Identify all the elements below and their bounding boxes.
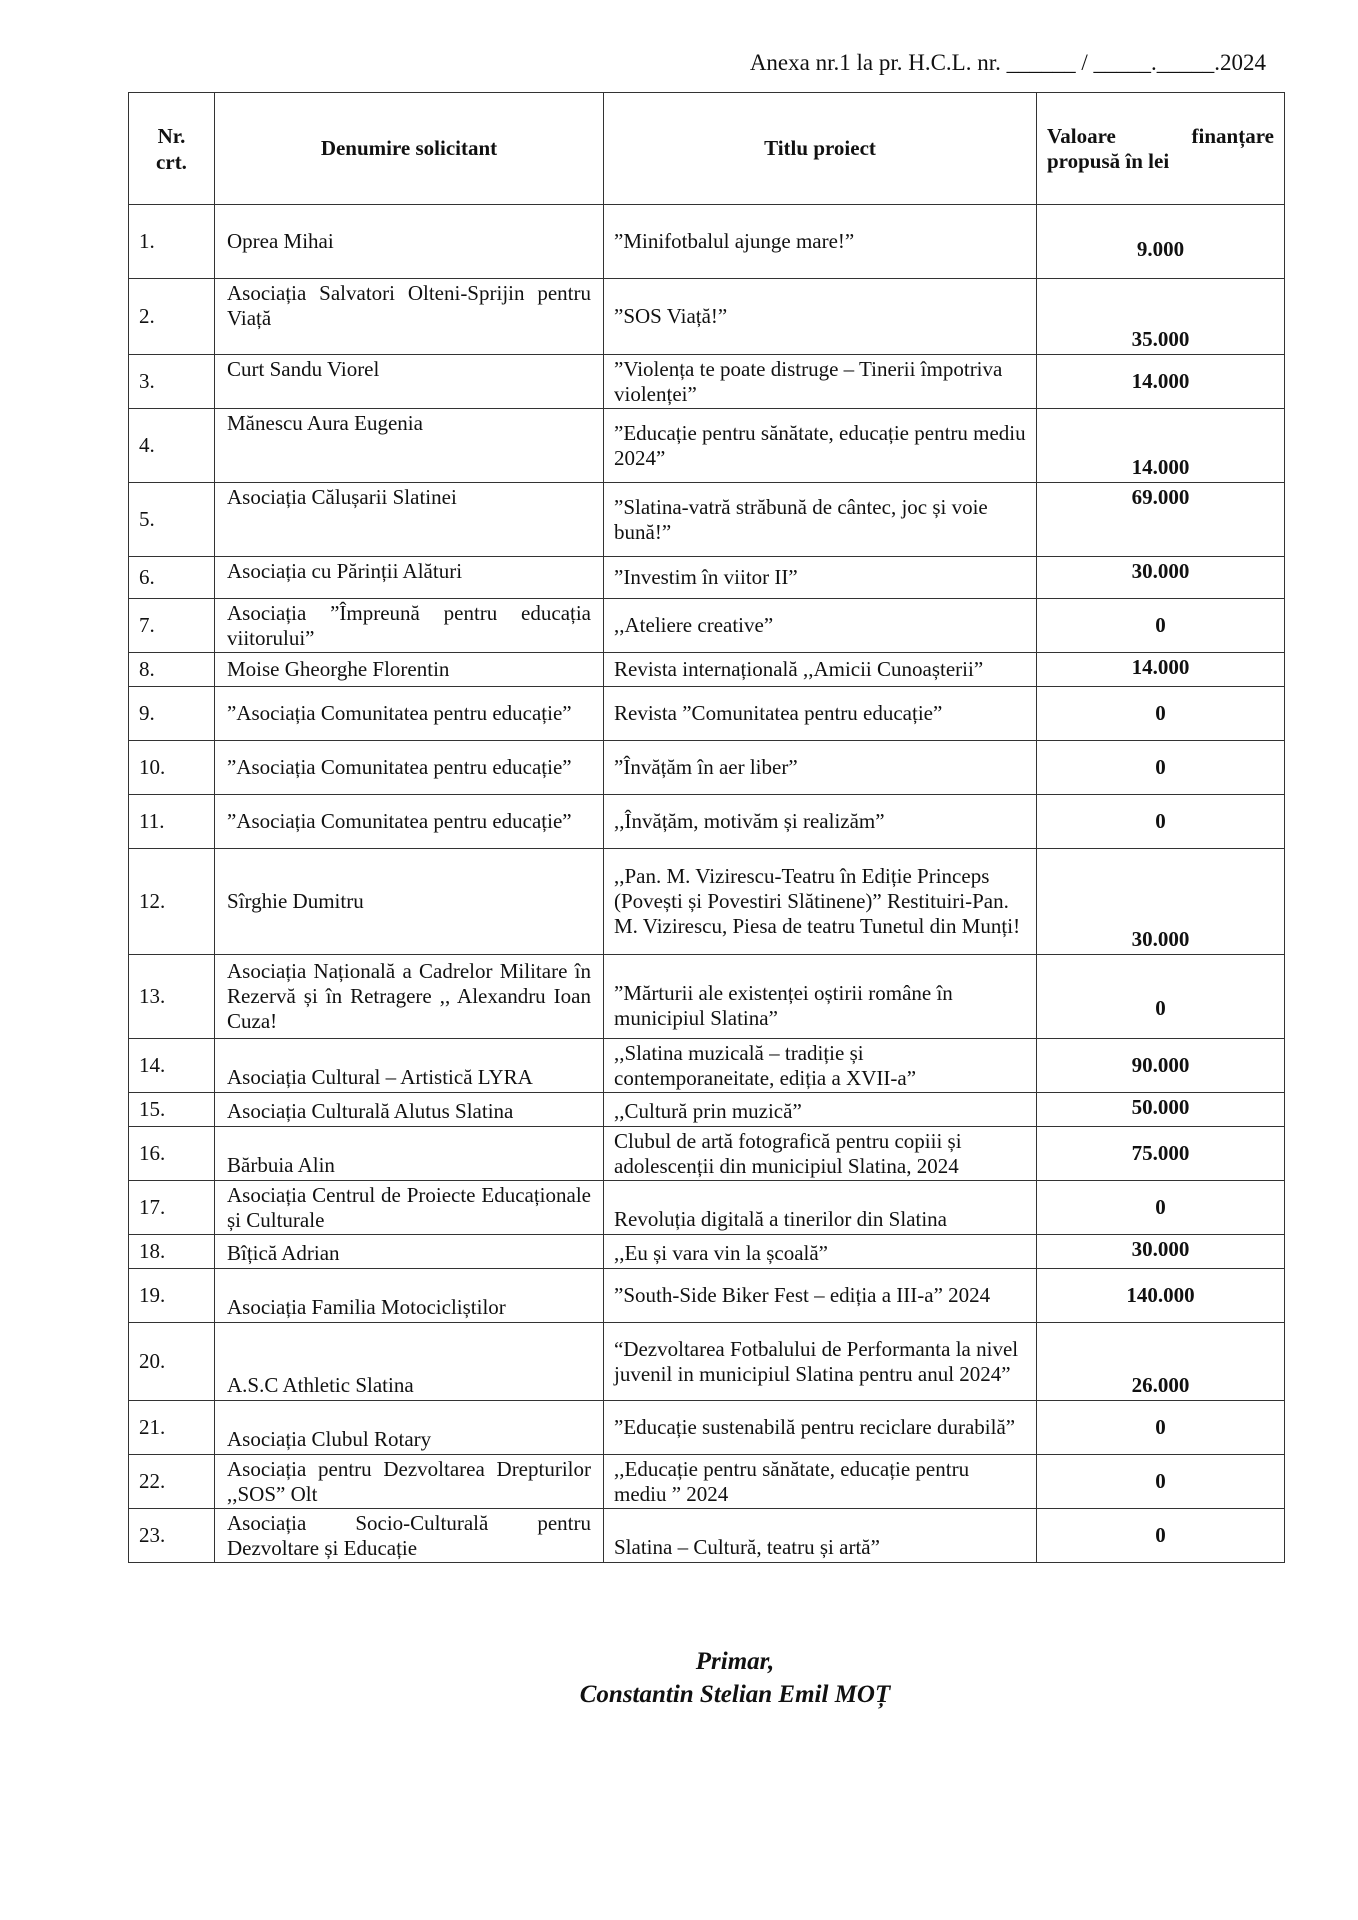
project-title: ,,Ateliere creative” — [604, 599, 1037, 653]
project-title: ,,Pan. M. Vizirescu-Teatru în Ediție Princeps (Povești și Povestiri Slătinene)” Restituiri-Pan. M. Vizirescu, Piesa de teatru Tunetul din Munți! — [604, 849, 1037, 955]
funding-value: 0 — [1037, 687, 1285, 741]
project-title: ,,Eu și vara vin la școală” — [604, 1235, 1037, 1269]
table-row — [129, 687, 1285, 741]
row-number: 12. — [129, 849, 215, 955]
project-title: ”SOS Viață!” — [604, 279, 1037, 355]
row-number: 13. — [129, 955, 215, 1039]
applicant-name: Asociația Familia Motocicliștilor — [215, 1269, 604, 1323]
funding-value: 0 — [1037, 1181, 1285, 1235]
table-row — [129, 1455, 1285, 1509]
project-title: ”South-Side Biker Fest – ediția a III-a” 2024 — [604, 1269, 1037, 1323]
applicant-name: A.S.C Athletic Slatina — [215, 1323, 604, 1401]
funding-value: 140.000 — [1037, 1269, 1285, 1323]
row-number: 6. — [129, 557, 215, 599]
row-number: 22. — [129, 1455, 215, 1509]
table-row — [129, 653, 1285, 687]
applicant-name: Asociația Culturală Alutus Slatina — [215, 1093, 604, 1127]
funding-value: 30.000 — [1037, 557, 1285, 599]
funding-value: 0 — [1037, 955, 1285, 1039]
row-number: 17. — [129, 1181, 215, 1235]
applicant-name: Curt Sandu Viorel — [215, 355, 604, 409]
applicant-name: Bărbuia Alin — [215, 1127, 604, 1181]
table-row — [129, 1181, 1285, 1235]
row-number: 23. — [129, 1509, 215, 1563]
project-title: ”Educație sustenabilă pentru reciclare durabilă” — [604, 1401, 1037, 1455]
row-number: 19. — [129, 1269, 215, 1323]
column-header-applicant: Denumire solicitant — [215, 93, 604, 205]
project-title: Revista ”Comunitatea pentru educație” — [604, 687, 1037, 741]
table-row — [129, 557, 1285, 599]
table-row — [129, 1039, 1285, 1093]
table-row — [129, 1269, 1285, 1323]
project-title: ,,Educație pentru sănătate, educație pentru mediu ” 2024 — [604, 1455, 1037, 1509]
funding-value: 75.000 — [1037, 1127, 1285, 1181]
funding-value: 14.000 — [1037, 355, 1285, 409]
project-title: Revoluția digitală a tinerilor din Slatina — [604, 1181, 1037, 1235]
funding-table — [128, 92, 1285, 1563]
funding-value: 30.000 — [1037, 849, 1285, 955]
column-header-value-word2: finanțare — [1191, 123, 1274, 148]
project-title: ”Slatina-vatră străbună de cântec, joc și voie bună!” — [604, 483, 1037, 557]
column-header-project-title: Titlu proiect — [604, 93, 1037, 205]
applicant-name: Asociația Națională a Cadrelor Militare în Rezervă și în Retragere ,, Alexandru Ioan Cuza! — [215, 955, 604, 1039]
annex-reference: Anexa nr.1 la pr. H.C.L. nr. ______ / _____._____.2024 — [749, 50, 1266, 75]
table-row — [129, 849, 1285, 955]
row-number: 11. — [129, 795, 215, 849]
funding-value: 35.000 — [1037, 279, 1285, 355]
row-number: 1. — [129, 205, 215, 279]
row-number: 9. — [129, 687, 215, 741]
project-title: Clubul de artă fotografică pentru copiii și adolescenții din municipiul Slatina, 2024 — [604, 1127, 1037, 1181]
applicant-name: ”Asociația Comunitatea pentru educație” — [215, 741, 604, 795]
funding-value: 0 — [1037, 1509, 1285, 1563]
funding-value: 14.000 — [1037, 653, 1285, 687]
applicant-name: Asociația Socio-Culturală pentru Dezvoltare și Educație — [215, 1509, 604, 1563]
project-title: “Dezvoltarea Fotbalului de Performanta la nivel juvenil in municipiul Slatina pentru anul 2024” — [604, 1323, 1037, 1401]
signature-block — [0, 1645, 1358, 1711]
funding-value: 0 — [1037, 795, 1285, 849]
table-row — [129, 795, 1285, 849]
funding-value: 0 — [1037, 599, 1285, 653]
table-row — [129, 1235, 1285, 1269]
row-number: 18. — [129, 1235, 215, 1269]
applicant-name: Asociația Centrul de Proiecte Educaționale și Culturale — [215, 1181, 604, 1235]
project-title: ”Învățăm în aer liber” — [604, 741, 1037, 795]
row-number: 5. — [129, 483, 215, 557]
applicant-name: Asociația cu Părinții Alături — [215, 557, 604, 599]
row-number: 15. — [129, 1093, 215, 1127]
row-number: 8. — [129, 653, 215, 687]
row-number: 4. — [129, 409, 215, 483]
project-title: ”Investim în viitor II” — [604, 557, 1037, 599]
table-row — [129, 599, 1285, 653]
funding-value: 26.000 — [1037, 1323, 1285, 1401]
table-row — [129, 1127, 1285, 1181]
project-title: ,,Învățăm, motivăm și realizăm” — [604, 795, 1037, 849]
funding-value: 30.000 — [1037, 1235, 1285, 1269]
applicant-name: Asociația pentru Dezvoltarea Drepturilor ,,SOS” Olt — [215, 1455, 604, 1509]
column-header-nr-line1: Nr. — [157, 123, 186, 148]
table-row — [129, 483, 1285, 557]
project-title: ”Educație pentru sănătate, educație pentru mediu 2024” — [604, 409, 1037, 483]
funding-value: 0 — [1037, 741, 1285, 795]
project-title: Slatina – Cultură, teatru și artă” — [604, 1509, 1037, 1563]
row-number: 2. — [129, 279, 215, 355]
funding-value: 9.000 — [1037, 205, 1285, 279]
table-header-row — [129, 93, 1285, 205]
column-header-value-line2: propusă în lei — [1047, 148, 1170, 173]
table-row — [129, 1509, 1285, 1563]
table-row — [129, 279, 1285, 355]
applicant-name: Asociația Clubul Rotary — [215, 1401, 604, 1455]
table-row — [129, 955, 1285, 1039]
applicant-name: Asociația Salvatori Olteni-Sprijin pentru Viață — [215, 279, 604, 355]
project-title: Revista internațională ,,Amicii Cunoașterii” — [604, 653, 1037, 687]
row-number: 7. — [129, 599, 215, 653]
table-row — [129, 1401, 1285, 1455]
applicant-name: Sîrghie Dumitru — [215, 849, 604, 955]
funding-value: 69.000 — [1037, 483, 1285, 557]
applicant-name: Oprea Mihai — [215, 205, 604, 279]
row-number: 16. — [129, 1127, 215, 1181]
applicant-name: Asociația ”Împreună pentru educația viitorului” — [215, 599, 604, 653]
funding-value: 0 — [1037, 1401, 1285, 1455]
row-number: 14. — [129, 1039, 215, 1093]
signature-name: Constantin Stelian Emil MOȚ — [579, 1681, 891, 1708]
applicant-name: Asociația Cultural – Artistică LYRA — [215, 1039, 604, 1093]
applicant-name: ”Asociația Comunitatea pentru educație” — [215, 687, 604, 741]
column-header-value-word1: Valoare — [1047, 123, 1116, 148]
table-row — [129, 1093, 1285, 1127]
applicant-name: ”Asociația Comunitatea pentru educație” — [215, 795, 604, 849]
column-header-nr — [129, 93, 215, 205]
applicant-name: Moise Gheorghe Florentin — [215, 653, 604, 687]
column-header-funding-value — [1037, 93, 1285, 205]
applicant-name: Asociația Călușarii Slatinei — [215, 483, 604, 557]
funding-value: 14.000 — [1037, 409, 1285, 483]
signature-role: Primar, — [695, 1648, 775, 1675]
applicant-name: Bîțică Adrian — [215, 1235, 604, 1269]
row-number: 3. — [129, 355, 215, 409]
row-number: 10. — [129, 741, 215, 795]
column-header-nr-line2: crt. — [156, 149, 187, 174]
row-number: 21. — [129, 1401, 215, 1455]
applicant-name: Mănescu Aura Eugenia — [215, 409, 604, 483]
table-row — [129, 205, 1285, 279]
table-row — [129, 355, 1285, 409]
table-row — [129, 1323, 1285, 1401]
project-title: ,,Slatina muzicală – tradiție și contemporaneitate, ediția a XVII-a” — [604, 1039, 1037, 1093]
funding-value: 0 — [1037, 1455, 1285, 1509]
project-title: ”Mărturii ale existenței oștirii române în municipiul Slatina” — [604, 955, 1037, 1039]
project-title: ”Violența te poate distruge – Tinerii împotriva violenței” — [604, 355, 1037, 409]
table-row — [129, 741, 1285, 795]
project-title: ,,Cultură prin muzică” — [604, 1093, 1037, 1127]
funding-value: 90.000 — [1037, 1039, 1285, 1093]
funding-value: 50.000 — [1037, 1093, 1285, 1127]
project-title: ”Minifotbalul ajunge mare!” — [604, 205, 1037, 279]
table-row — [129, 409, 1285, 483]
row-number: 20. — [129, 1323, 215, 1401]
